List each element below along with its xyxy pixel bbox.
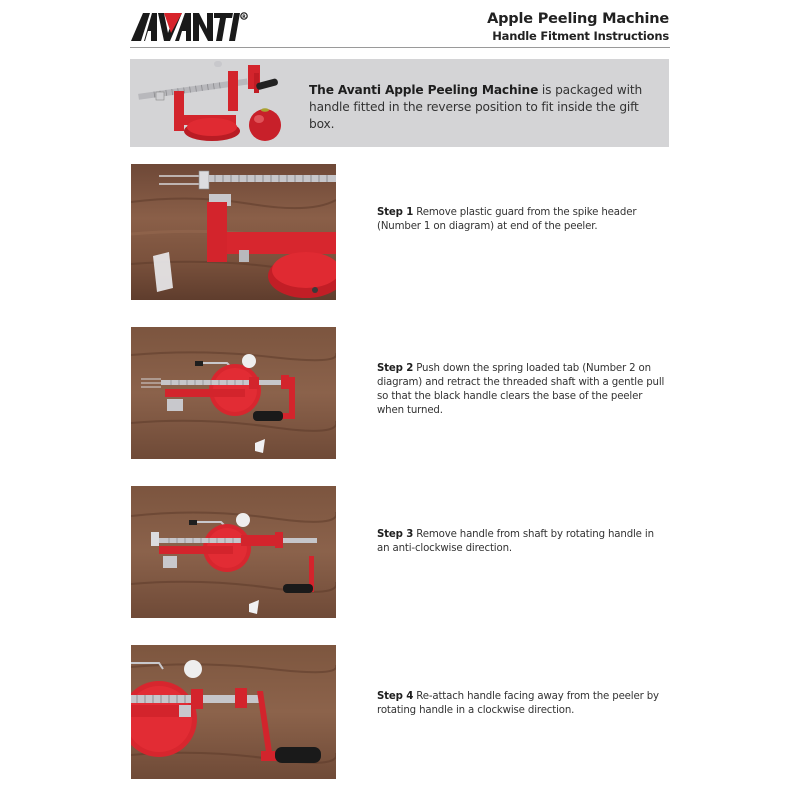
document-subtitle: Handle Fitment Instructions bbox=[492, 29, 669, 43]
step-2-label: Step 2 bbox=[377, 363, 414, 374]
avanti-logo bbox=[131, 11, 249, 43]
step-1-label: Step 1 bbox=[377, 207, 414, 218]
intro-text-rest: is packaged with handle fitted in the reverse position to fit inside the gift box. bbox=[309, 83, 643, 131]
product-image bbox=[134, 59, 286, 147]
step-1-photo bbox=[131, 164, 336, 300]
step-3-text: Remove handle from shaft by rotating handle in an anti-clockwise direction. bbox=[377, 529, 654, 554]
svg-text:R: R bbox=[242, 15, 246, 20]
intro-banner bbox=[130, 59, 669, 147]
step-1-text: Remove plastic guard from the spike header (Number 1 on diagram) at end of the peeler. bbox=[377, 207, 637, 232]
intro-text bbox=[309, 82, 659, 133]
step-2-text: Push down the spring loaded tab (Number 2 on diagram) and retract the threaded shaft with a gentle pull so that the black handle clears the base of the peeler when turned. bbox=[377, 363, 665, 416]
step-3-label: Step 3 bbox=[377, 529, 414, 540]
document-title-block bbox=[487, 10, 669, 44]
step-4-text: Re-attach handle facing away from the peeler by rotating handle in a clockwise direction. bbox=[377, 691, 659, 716]
intro-text-bold: The Avanti Apple Peeling Machine bbox=[309, 83, 539, 97]
step-2-photo bbox=[131, 327, 336, 459]
step-1 bbox=[377, 206, 667, 234]
step-4 bbox=[377, 690, 667, 718]
step-4-photo bbox=[131, 645, 336, 779]
header-divider bbox=[130, 47, 670, 48]
step-4-label: Step 4 bbox=[377, 691, 414, 702]
step-3-photo bbox=[131, 486, 336, 618]
step-2 bbox=[377, 362, 667, 418]
document-title: Apple Peeling Machine bbox=[487, 11, 669, 27]
step-3 bbox=[377, 528, 667, 556]
avanti-logo-icon bbox=[131, 11, 249, 43]
